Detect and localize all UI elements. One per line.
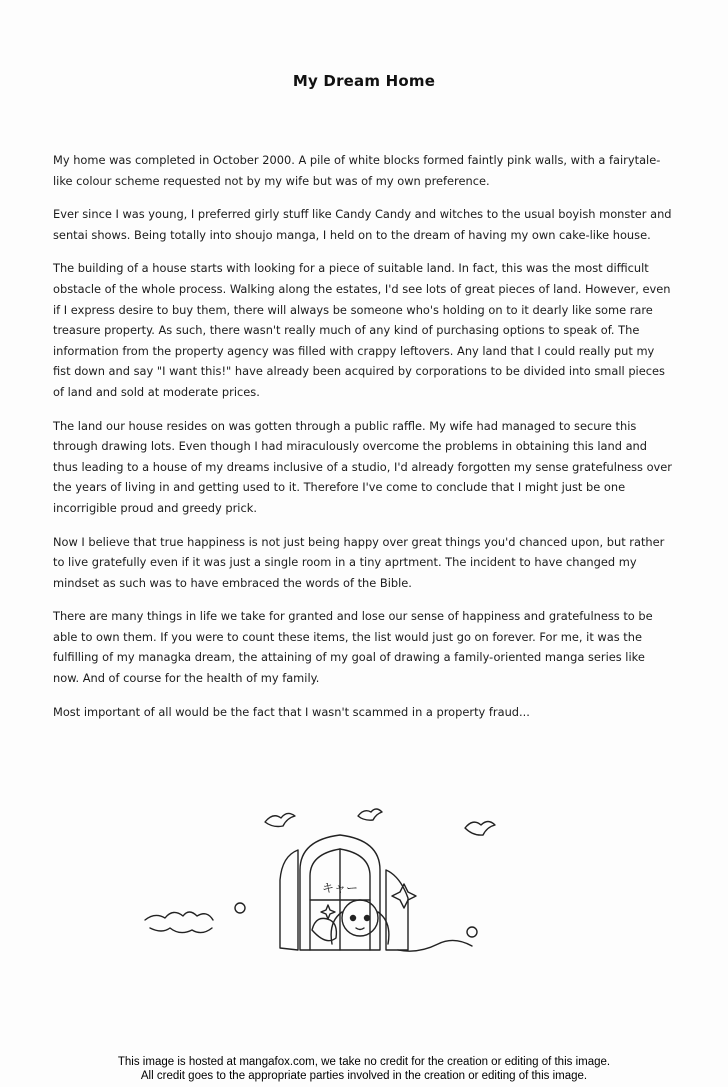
paragraph: Ever since I was young, I preferred girly stuff like Candy Candy and witches to the usual boyish monster and sentai shows. Being totally into shoujo manga, I held on to the dream of having my own cake-like house. (53, 207, 672, 242)
paragraph: Now I believe that true happiness is not just being happy over great things you'd chanced upon, but rather to live gratefully even if it was just a single room in a tiny aprtment. The incident to have changed my mindset as such was to have embraced the words of the Bible. (53, 534, 665, 590)
man-head (312, 918, 336, 940)
hosting-credit-footer (0, 1055, 728, 1083)
window-illustration (140, 800, 540, 980)
window-shutter (280, 850, 298, 950)
dot (467, 927, 477, 937)
bird-center (358, 809, 382, 820)
sparkle (321, 905, 335, 919)
page-title: My Dream Home (292, 72, 436, 90)
paragraph: The building of a house starts with looking for a piece of suitable land. In fact, this was the most difficult obstacle of the whole process. Walking along the estates, I'd see lots of great pieces of land. However, even if I express desire to buy them, there will always be someone who's holding on to it dearly like some rare treasure property. As such, there wasn't really much of any kind of purchasing options to speak of. The information from the property agency was filled with crappy leftovers. Any land that I could really put my fist down and say "I want this!" have already been acquired by corporations to be divided into small pieces of land and sold at moderate prices. (53, 261, 671, 399)
grass-scribble (145, 912, 213, 920)
footer-line: All credit goes to the appropriate parties involved in the creation or editing of this image. (140, 1070, 588, 1082)
sfx-text: キャー (322, 881, 359, 895)
paragraph: The land our house resides on was gotten through a public raffle. My wife had managed to secure this through drawing lots. Even though I had miraculously overcome the problems in obtaining this land and thus leading to a house of my dreams inclusive of a studio, I'd already forgotten my sense gratefulness over the years of living in and getting used to it. Therefore I've come to conclude that I might just be one incorrigible proud and greedy prick. (53, 418, 672, 515)
paragraph: There are many things in life we take for granted and lose our sense of happiness and gratefulness to be able to own them. If you were to count these items, the list would just go on forever. For me, it was the fulfilling of my managka dream, the attaining of my goal of drawing a family-oriented manga series like now. And of course for the health of my family. (53, 609, 653, 686)
paragraph: My home was completed in October 2000. A pile of white blocks formed faintly pink walls, with a fairytale-like colour scheme requested not by my wife but was of my own preference. (53, 153, 661, 188)
dot (235, 903, 245, 913)
bird-left (265, 813, 295, 826)
footer-line: This image is hosted at mangafox.com, we take no credit for the creation or editing of this image. (117, 1056, 611, 1068)
bird-right (465, 822, 495, 836)
essay-body (53, 150, 673, 735)
paragraph: Most important of all would be the fact that I wasn't scammed in a property fraud... (53, 704, 530, 719)
girl-head (342, 900, 378, 936)
